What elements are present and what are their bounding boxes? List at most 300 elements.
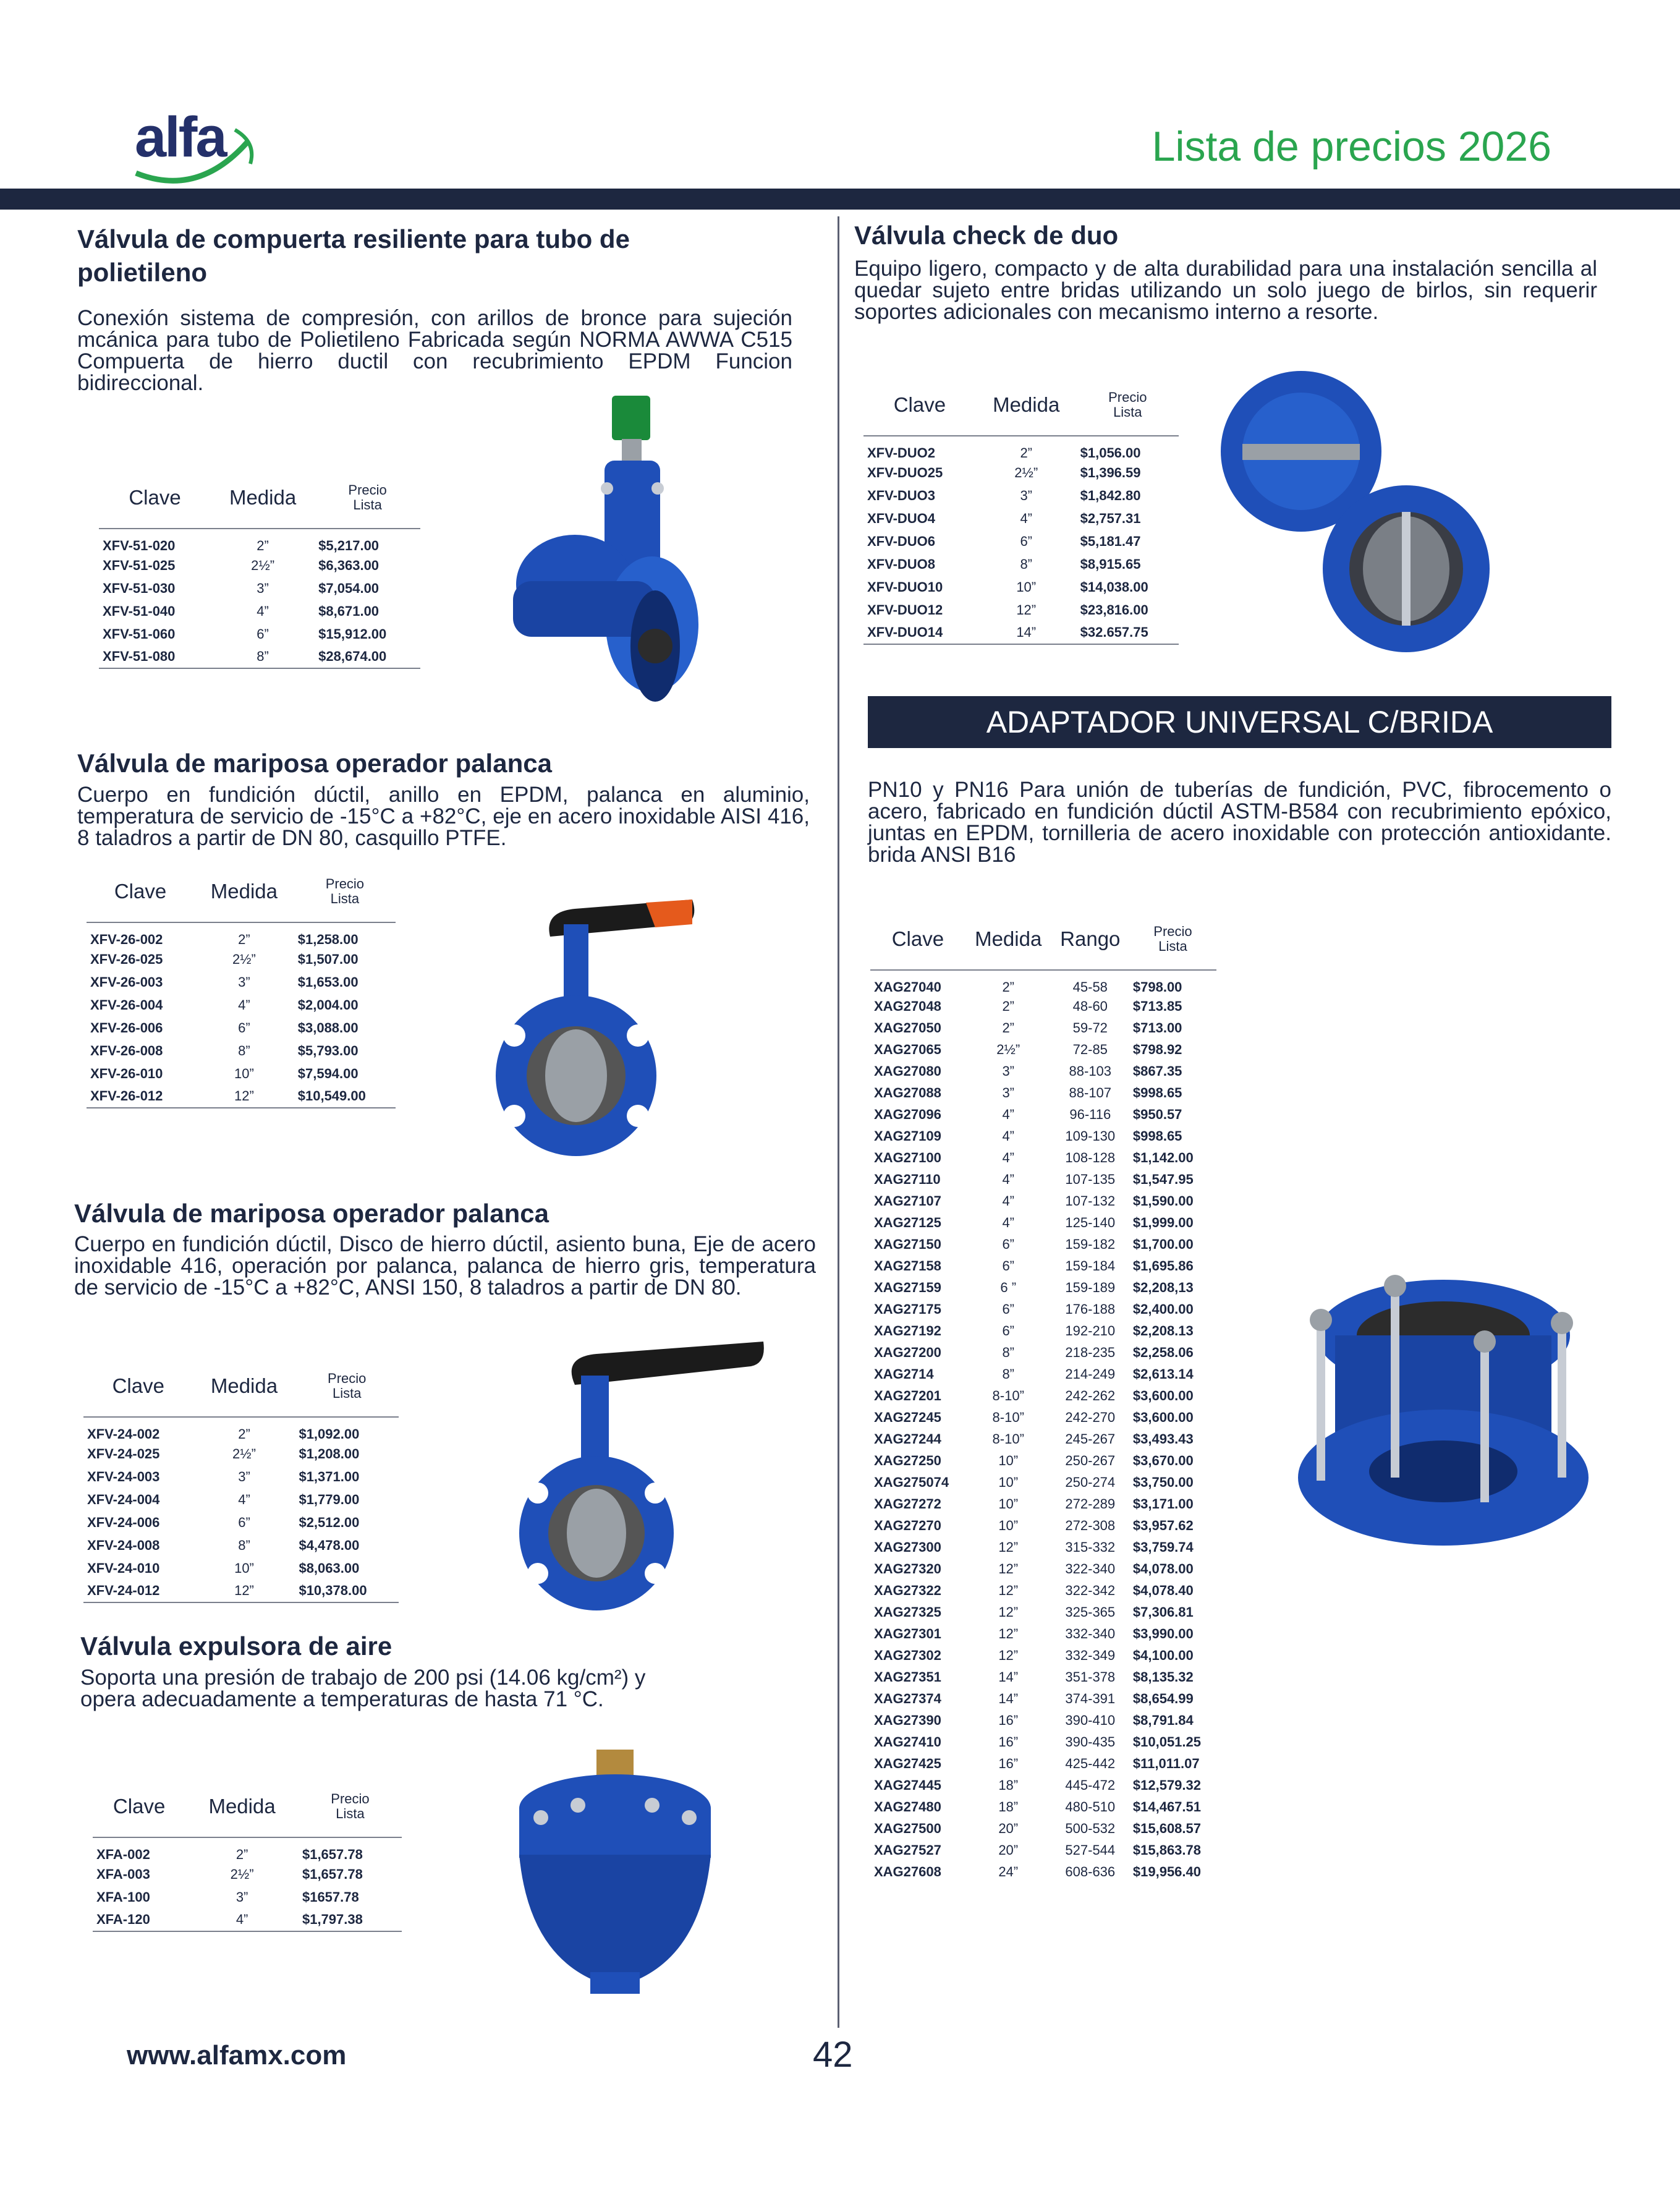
cell-medida: 3”	[1002, 1084, 1014, 1100]
cell-clave: XAG27320	[874, 1560, 941, 1576]
cell-clave: XAG27390	[874, 1712, 941, 1728]
cell-medida: 6”	[1020, 533, 1032, 549]
cell-clave: XAG27109	[874, 1128, 941, 1144]
cell-medida: 16”	[998, 1755, 1019, 1771]
cell-medida: 8-10”	[992, 1387, 1024, 1403]
table-row	[870, 1644, 1216, 1666]
cell-clave: XAG27150	[874, 1236, 941, 1252]
cell-rango: 332-349	[1065, 1647, 1116, 1663]
gate-valve-image	[501, 396, 705, 723]
table-row	[83, 1488, 399, 1511]
cell-medida: 8”	[1002, 1344, 1014, 1360]
table-row	[870, 1558, 1216, 1580]
cell-rango: 214-249	[1065, 1366, 1116, 1382]
table-row	[863, 598, 1179, 621]
cell-precio: $867.35	[1132, 1063, 1182, 1079]
cell-clave: XFV-24-010	[87, 1560, 160, 1576]
cell-clave: XAG27158	[874, 1257, 941, 1274]
cell-precio: $8,135.32	[1132, 1669, 1194, 1685]
cell-precio: $3,990.00	[1132, 1625, 1194, 1641]
table-row	[93, 1863, 402, 1886]
cell-rango: 322-340	[1065, 1560, 1116, 1576]
cell-rango: 48-60	[1072, 998, 1108, 1014]
col-clave: Clave	[893, 393, 946, 416]
table-row	[863, 461, 1179, 484]
cell-rango: 527-544	[1065, 1842, 1116, 1858]
cell-precio: $1657.78	[302, 1889, 359, 1905]
table-row	[870, 1601, 1216, 1623]
cell-clave: XFV-DUO8	[867, 556, 936, 572]
adapter-banner: ADAPTADOR UNIVERSAL C/BRIDA	[868, 696, 1611, 748]
adapter-description: PN10 y PN16 Para unión de tuberías de fundición, PVC, fibrocemento o acero, fabricado en fundición dúctil ASTM-B584 con recubrimiento epóxico, juntas en EPDM, tornilleria de acero inoxidable con protección antioxidante. brida ANSI B16	[868, 778, 1611, 867]
cell-precio: $1,142.00	[1132, 1149, 1194, 1165]
cell-rango: 59-72	[1072, 1019, 1108, 1036]
cell-medida: 10”	[234, 1560, 254, 1576]
cell-clave: XFV-51-060	[103, 626, 176, 642]
cell-clave: XAG27048	[874, 998, 941, 1014]
butterfly-1-price-table	[87, 861, 396, 1117]
table-row	[863, 484, 1179, 507]
table-row	[870, 1255, 1216, 1277]
table-row	[870, 1406, 1216, 1428]
cell-medida: 10”	[998, 1495, 1019, 1512]
col-medida: Medida	[993, 393, 1060, 416]
cell-medida: 12”	[234, 1583, 254, 1598]
logo-text: alfa	[135, 106, 226, 169]
cell-clave: XFV-51-020	[103, 538, 176, 553]
cell-precio: $23,816.00	[1080, 602, 1148, 618]
cell-precio: $12,579.32	[1132, 1777, 1201, 1793]
cell-medida: 4”	[238, 1491, 250, 1507]
cell-clave: XFA-002	[96, 1847, 150, 1862]
check-duo-title: Válvula check de duo	[854, 221, 1119, 250]
cell-precio: $1,590.00	[1132, 1193, 1194, 1209]
cell-precio: $8,671.00	[318, 603, 380, 619]
cell-medida: 12”	[998, 1647, 1019, 1663]
col-precio: Precio Lista	[1108, 389, 1147, 420]
table-row	[870, 1320, 1216, 1342]
cell-precio: $7,594.00	[297, 1065, 358, 1081]
cell-precio: $1,507.00	[297, 951, 358, 967]
table-row	[870, 1363, 1216, 1385]
cell-medida: 2”	[257, 538, 269, 553]
table-row	[870, 1515, 1216, 1536]
cell-medida: 2”	[235, 1847, 248, 1862]
table-row	[83, 1580, 399, 1602]
table-row	[93, 1886, 402, 1908]
butterfly-valve-1-image	[507, 900, 674, 1159]
cell-precio: $2,757.31	[1080, 510, 1141, 526]
cell-precio: $19,956.40	[1132, 1863, 1201, 1879]
cell-precio: $15,912.00	[318, 626, 387, 642]
cell-medida: 8-10”	[992, 1431, 1024, 1447]
cell-precio: $5,217.00	[318, 538, 380, 553]
cell-rango: 351-378	[1065, 1669, 1116, 1685]
cell-medida: 3”	[238, 1468, 250, 1484]
cell-precio: $3,759.74	[1132, 1539, 1194, 1555]
cell-precio: $14,038.00	[1080, 579, 1148, 595]
cell-rango: 250-267	[1065, 1452, 1116, 1468]
cell-rango: 322-342	[1065, 1582, 1116, 1598]
cell-rango: 272-308	[1065, 1517, 1116, 1533]
cell-precio: $3,493.43	[1132, 1431, 1194, 1447]
table-row	[870, 1233, 1216, 1255]
cell-medida: 4”	[257, 603, 269, 619]
cell-medida: 3”	[1002, 1063, 1014, 1079]
cell-clave: XAG27480	[874, 1798, 941, 1814]
cell-rango: 242-270	[1065, 1409, 1116, 1425]
cell-clave: XAG27374	[874, 1690, 941, 1706]
table-row	[87, 948, 396, 971]
table-row	[87, 1062, 396, 1085]
alfa-logo	[130, 105, 260, 185]
cell-precio: $3,600.00	[1132, 1409, 1194, 1425]
cell-clave: XAG27272	[874, 1495, 941, 1512]
cell-precio: $1,092.00	[299, 1426, 360, 1442]
page-number: 42	[813, 2035, 853, 2075]
cell-medida: 4”	[1002, 1149, 1014, 1165]
cell-medida: 6”	[238, 1514, 250, 1530]
butterfly-2-price-table	[83, 1355, 399, 1612]
cell-rango: 425-442	[1065, 1755, 1116, 1771]
table-row	[93, 1908, 402, 1931]
table-body	[99, 529, 420, 668]
cell-medida: 6”	[257, 626, 269, 642]
table-row	[87, 1039, 396, 1062]
table-row	[870, 1277, 1216, 1298]
cell-medida: 8”	[1002, 1366, 1014, 1382]
table-row	[870, 1688, 1216, 1709]
gate-valve-title: Válvula de compuerta resiliente para tubo de polietileno	[77, 224, 630, 287]
table-row	[863, 436, 1179, 461]
cell-rango: 272-289	[1065, 1495, 1116, 1512]
cell-precio: $10,051.25	[1132, 1734, 1201, 1750]
cell-precio: $10,549.00	[297, 1088, 366, 1104]
butterfly-1-title: Válvula de mariposa operador palanca	[77, 749, 552, 778]
cell-medida: 8-10”	[992, 1409, 1024, 1425]
cell-precio: $15,608.57	[1132, 1820, 1201, 1836]
cell-rango: 88-107	[1069, 1084, 1112, 1100]
table-row	[870, 1861, 1216, 1883]
cell-precio: $1,653.00	[297, 974, 358, 990]
cell-medida: 8”	[238, 1042, 250, 1058]
table-row	[870, 1125, 1216, 1147]
cell-precio: $1,258.00	[297, 932, 358, 947]
air-valve-price-table	[93, 1776, 402, 1941]
table-row	[99, 600, 420, 623]
cell-medida: 4”	[1002, 1214, 1014, 1230]
footer-url[interactable]: www.alfamx.com	[127, 2040, 347, 2070]
cell-clave: XAG27201	[874, 1387, 941, 1403]
col-clave: Clave	[891, 927, 944, 950]
table-row	[870, 1666, 1216, 1688]
cell-clave: XFA-003	[96, 1866, 150, 1882]
cell-precio: $1,999.00	[1132, 1214, 1194, 1230]
cell-clave: XFV-26-025	[90, 951, 163, 967]
cell-medida: 16”	[998, 1734, 1019, 1750]
cell-clave: XAG27200	[874, 1344, 941, 1360]
cell-clave: XFV-51-030	[103, 580, 176, 596]
table-row	[870, 1298, 1216, 1320]
cell-clave: XAG27080	[874, 1063, 941, 1079]
cell-clave: XFV-51-040	[103, 603, 176, 619]
cell-rango: 192-210	[1065, 1322, 1116, 1338]
cell-precio: $998.65	[1132, 1128, 1182, 1144]
table-row	[83, 1442, 399, 1465]
col-precio: Precio Lista	[331, 1790, 370, 1821]
cell-clave: XFV-DUO4	[867, 510, 936, 526]
cell-precio: $1,547.95	[1132, 1171, 1194, 1187]
check-duo-description: Equipo ligero, compacto y de alta durabilidad para una instalación sencilla al quedar sujeto entre bridas utilizando un solo juego de birlos, sin requerir soportes adicionales con mecanismo interno a resorte.	[854, 257, 1597, 324]
cell-clave: XAG27110	[874, 1171, 941, 1187]
cell-precio: $1,797.38	[302, 1912, 363, 1927]
cell-precio: $713.85	[1132, 998, 1182, 1014]
cell-precio: $713.00	[1132, 1019, 1182, 1036]
cell-clave: XAG2714	[874, 1366, 934, 1382]
cell-clave: XAG27096	[874, 1106, 941, 1122]
cell-clave: XFV-26-006	[90, 1019, 163, 1036]
cell-rango: 608-636	[1065, 1863, 1116, 1879]
cell-rango: 159-189	[1065, 1279, 1116, 1295]
cell-rango: 107-135	[1065, 1171, 1116, 1187]
cell-clave: XAG27125	[874, 1214, 941, 1230]
cell-rango: 480-510	[1065, 1798, 1116, 1814]
cell-rango: 445-472	[1065, 1777, 1116, 1793]
table-body	[870, 970, 1216, 1883]
cell-precio: $3,171.00	[1132, 1495, 1194, 1512]
cell-clave: XAG27050	[874, 1019, 941, 1036]
table-row	[83, 1534, 399, 1557]
cell-clave: XFV-24-006	[87, 1514, 160, 1530]
table-row	[870, 1774, 1216, 1796]
col-precio: Precio Lista	[325, 875, 365, 906]
cell-medida: 10”	[998, 1474, 1019, 1490]
cell-precio: $8,915.65	[1080, 556, 1141, 572]
cell-rango: 390-435	[1065, 1734, 1116, 1750]
cell-medida: 3”	[238, 974, 250, 990]
cell-medida: 4”	[238, 997, 250, 1013]
cell-clave: XAG27040	[874, 979, 941, 995]
cell-precio: $32.657.75	[1080, 624, 1148, 640]
table-row	[863, 530, 1179, 553]
cell-precio: $1,700.00	[1132, 1236, 1194, 1252]
check-duo-price-table	[863, 374, 1179, 653]
table-row	[870, 1385, 1216, 1406]
table-row	[870, 1212, 1216, 1233]
cell-precio: $1,056.00	[1080, 445, 1141, 461]
cell-rango: 315-332	[1065, 1539, 1116, 1555]
cell-medida: 4”	[235, 1912, 248, 1927]
cell-medida: 6”	[1002, 1257, 1014, 1274]
cell-medida: 2”	[1020, 445, 1032, 461]
cell-medida: 2½”	[232, 1445, 256, 1461]
cell-medida: 3”	[257, 580, 269, 596]
cell-medida: 12”	[998, 1625, 1019, 1641]
table-row	[870, 1818, 1216, 1839]
table-row	[870, 1190, 1216, 1212]
table-row	[863, 507, 1179, 530]
table-row	[83, 1557, 399, 1580]
table-body	[87, 922, 396, 1108]
table-body	[93, 1837, 402, 1931]
table-row	[87, 1085, 396, 1108]
col-medida: Medida	[208, 1794, 276, 1818]
cell-medida: 6”	[1002, 1236, 1014, 1252]
check-valve-image	[1221, 371, 1487, 655]
cell-clave: XFA-100	[96, 1889, 150, 1905]
cell-precio: $7,306.81	[1132, 1604, 1194, 1620]
cell-clave: XAG27175	[874, 1301, 941, 1317]
cell-medida: 2½”	[996, 1041, 1020, 1057]
cell-precio: $2,208.13	[1132, 1322, 1194, 1338]
cell-clave: XFV-DUO10	[867, 579, 943, 595]
cell-precio: $950.57	[1132, 1106, 1182, 1122]
table-row	[870, 1839, 1216, 1861]
cell-medida: 16”	[998, 1712, 1019, 1728]
table-row	[870, 1082, 1216, 1104]
table-row	[870, 1580, 1216, 1601]
col-precio: Precio Lista	[348, 482, 387, 513]
table-row	[87, 971, 396, 993]
butterfly-2-title: Válvula de mariposa operador palanca	[74, 1199, 549, 1228]
cell-medida: 4”	[1002, 1171, 1014, 1187]
cell-medida: 6”	[1002, 1301, 1014, 1317]
col-medida: Medida	[210, 1374, 278, 1397]
cell-precio: $2,208,13	[1132, 1279, 1194, 1295]
table-row	[863, 553, 1179, 576]
col-precio: Precio Lista	[328, 1370, 367, 1401]
cell-medida: 10”	[1016, 579, 1037, 595]
table-row	[87, 1016, 396, 1039]
cell-rango: 325-365	[1065, 1604, 1116, 1620]
cell-precio: $10,378.00	[299, 1583, 367, 1598]
cell-precio: $3,600.00	[1132, 1387, 1194, 1403]
table-row	[870, 1731, 1216, 1753]
cell-precio: $4,078.00	[1132, 1560, 1194, 1576]
column-divider	[838, 216, 839, 2028]
cell-clave: XFV-26-012	[90, 1088, 163, 1104]
header-bar	[0, 189, 1680, 210]
table-row	[870, 1753, 1216, 1774]
gate-valve-price-table	[99, 467, 420, 678]
cell-clave: XFV-51-025	[103, 557, 176, 573]
table-row	[870, 1168, 1216, 1190]
cell-precio: $15,863.78	[1132, 1842, 1201, 1858]
cell-clave: XAG27100	[874, 1149, 941, 1165]
cell-precio: $3,750.00	[1132, 1474, 1194, 1490]
cell-rango: 500-532	[1065, 1820, 1116, 1836]
cell-precio: $798.92	[1132, 1041, 1182, 1057]
cell-precio: $5,793.00	[297, 1042, 358, 1058]
cell-clave: XAG27301	[874, 1625, 941, 1641]
cell-rango: 96-116	[1069, 1106, 1111, 1122]
table-row	[863, 621, 1179, 644]
cell-rango: 332-340	[1065, 1625, 1116, 1641]
col-precio: Precio Lista	[1153, 923, 1192, 954]
cell-precio: $7,054.00	[318, 580, 380, 596]
cell-precio: $2,400.00	[1132, 1301, 1194, 1317]
cell-clave: XAG27410	[874, 1734, 941, 1750]
col-clave: Clave	[114, 879, 167, 903]
table-row	[93, 1837, 402, 1863]
cell-rango: 374-391	[1065, 1690, 1116, 1706]
cell-medida: 2½”	[1014, 464, 1038, 480]
table-row	[87, 993, 396, 1016]
cell-rango: 45-58	[1072, 979, 1108, 995]
cell-clave: XAG27107	[874, 1193, 941, 1209]
cell-clave: XFV-24-004	[87, 1491, 160, 1507]
cell-clave: XFV-26-002	[90, 932, 163, 947]
cell-medida: 2½”	[232, 951, 256, 967]
cell-precio: $11,011.07	[1132, 1755, 1200, 1771]
table-row	[870, 995, 1216, 1017]
cell-medida: 10”	[998, 1452, 1019, 1468]
cell-medida: 3”	[235, 1889, 248, 1905]
cell-precio: $1,695.86	[1132, 1257, 1194, 1274]
cell-medida: 6 ”	[1000, 1279, 1017, 1295]
cell-clave: XAG27322	[874, 1582, 941, 1598]
cell-clave: XAG27192	[874, 1322, 941, 1338]
cell-medida: 10”	[234, 1065, 254, 1081]
cell-medida: 2½”	[251, 557, 275, 573]
cell-clave: XAG27065	[874, 1041, 941, 1057]
cell-precio: $14,467.51	[1132, 1798, 1201, 1814]
table-row	[83, 1417, 399, 1442]
col-clave: Clave	[112, 1794, 166, 1818]
air-valve-title: Válvula expulsora de aire	[80, 1632, 392, 1661]
cell-precio: $3,957.62	[1132, 1517, 1194, 1533]
cell-clave: XFV-51-080	[103, 649, 176, 664]
cell-precio: $8,791.84	[1132, 1712, 1194, 1728]
table-row	[870, 1450, 1216, 1471]
cell-medida: 12”	[998, 1604, 1019, 1620]
cell-clave: XAG27425	[874, 1755, 941, 1771]
cell-clave: XAG27270	[874, 1517, 941, 1533]
table-row	[870, 1623, 1216, 1644]
cell-clave: XAG27244	[874, 1431, 941, 1447]
cell-precio: $3,088.00	[297, 1019, 358, 1036]
cell-clave: XFV-24-025	[87, 1445, 160, 1461]
cell-rango: 250-274	[1065, 1474, 1116, 1490]
cell-rango: 88-103	[1069, 1063, 1112, 1079]
cell-precio: $798.00	[1132, 979, 1182, 995]
cell-medida: 2”	[238, 1426, 250, 1442]
table-row	[870, 1796, 1216, 1818]
cell-medida: 18”	[998, 1777, 1019, 1793]
cell-rango: 245-267	[1065, 1431, 1116, 1447]
cell-precio: $28,674.00	[318, 649, 387, 664]
cell-precio: $8,654.99	[1132, 1690, 1194, 1706]
cell-precio: $1,779.00	[299, 1491, 360, 1507]
cell-clave: XAG27250	[874, 1452, 941, 1468]
cell-medida: 18”	[998, 1798, 1019, 1814]
cell-clave: XAG27088	[874, 1084, 941, 1100]
cell-clave: XAG27351	[874, 1669, 941, 1685]
cell-precio: $3,670.00	[1132, 1452, 1194, 1468]
page-title: Lista de precios 2026	[1152, 123, 1551, 170]
butterfly-valve-2-image	[528, 1342, 695, 1620]
cell-clave: XAG27302	[874, 1647, 941, 1663]
cell-precio: $1,657.78	[302, 1847, 363, 1862]
col-rango: Rango	[1060, 927, 1121, 950]
cell-precio: $2,613.14	[1132, 1366, 1194, 1382]
cell-rango: 108-128	[1065, 1149, 1116, 1165]
table-row	[99, 529, 420, 554]
table-row	[83, 1511, 399, 1534]
cell-clave: XFV-DUO12	[867, 602, 943, 618]
table-row	[870, 1493, 1216, 1515]
cell-rango: 107-132	[1065, 1193, 1116, 1209]
